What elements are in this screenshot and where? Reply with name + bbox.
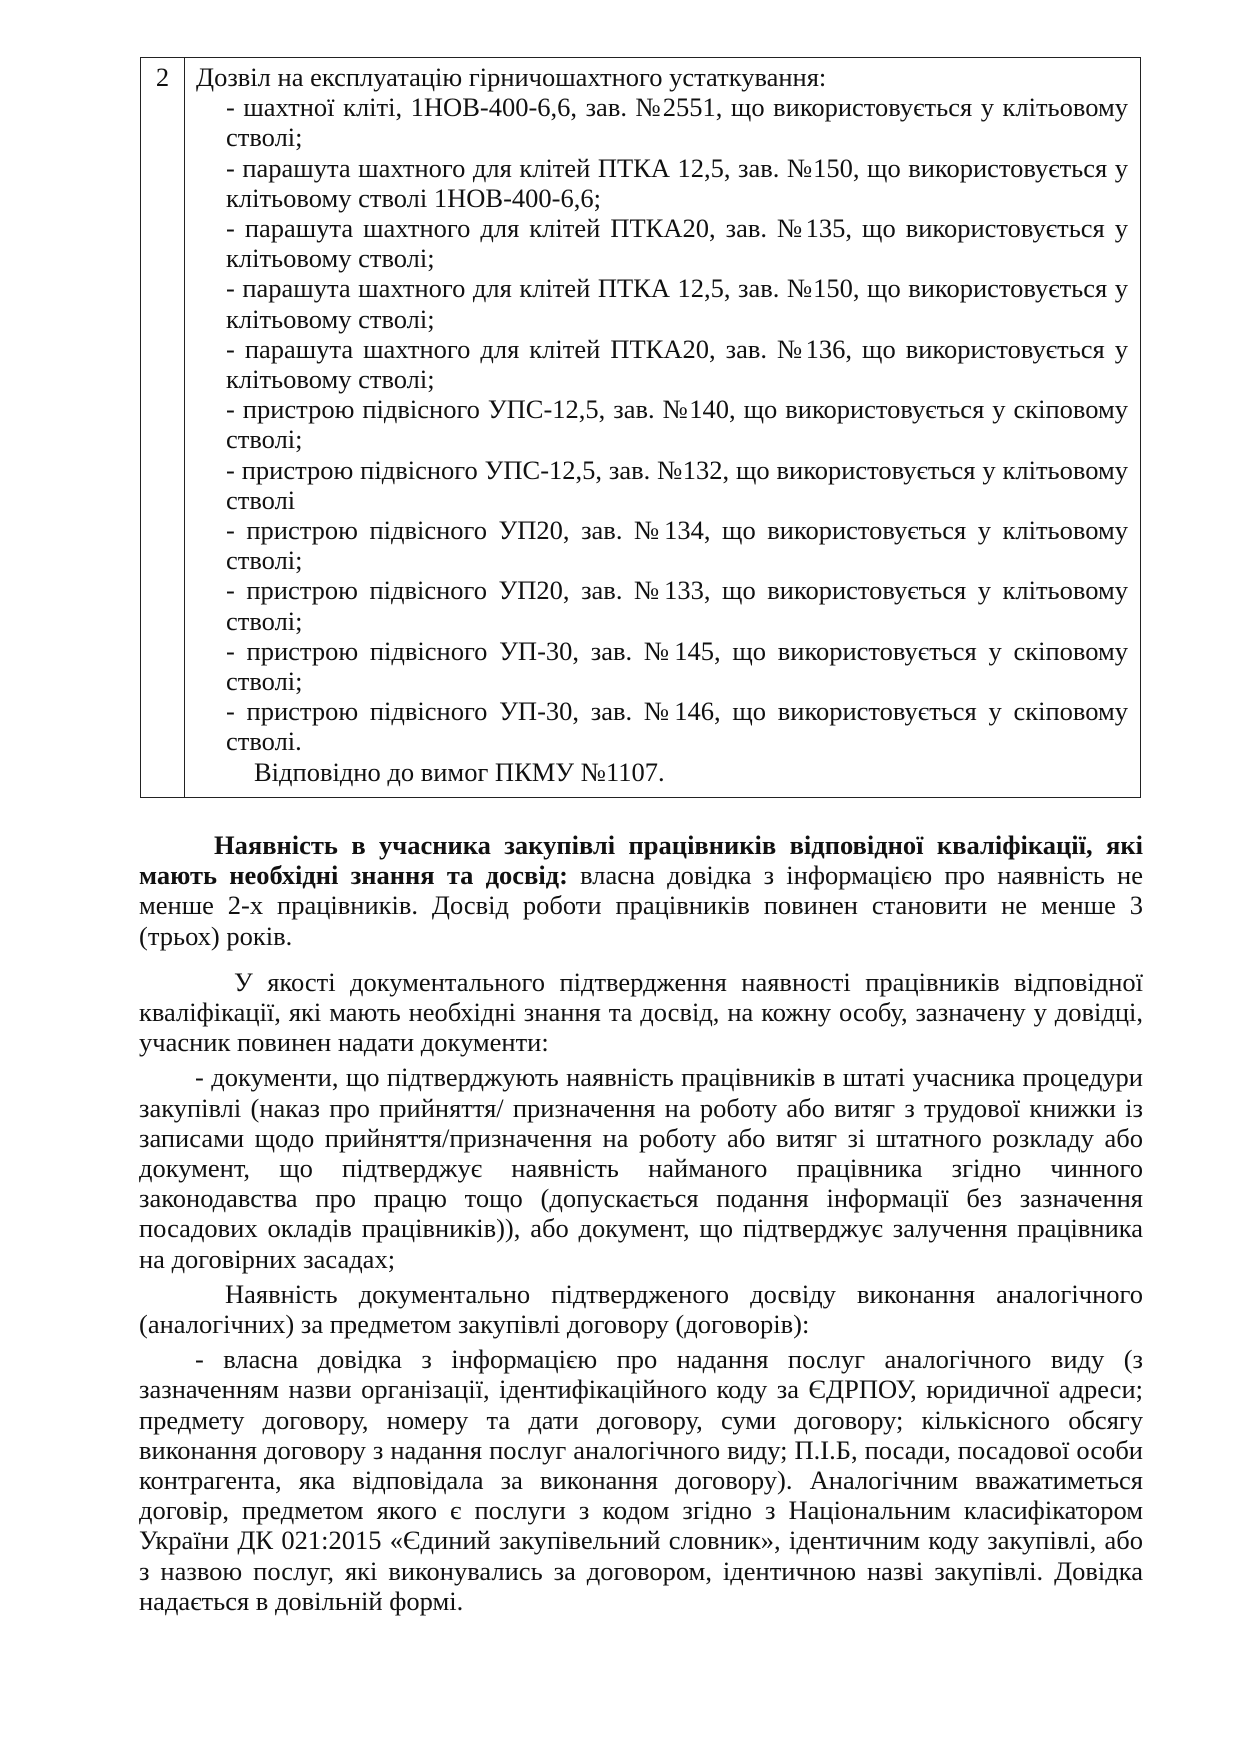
document-body bbox=[139, 830, 1143, 1616]
equipment-item: - парашута шахтного для клітей ПТКА20, зав. №135, що використовується у клітьовому стволі; bbox=[226, 213, 1128, 274]
requirements-table bbox=[140, 57, 1141, 798]
equipment-item: - пристрою підвісного УПС-12,5, зав. №132, що використовується у клітьовому стволі bbox=[226, 454, 1128, 515]
qualification-text: власна довідка з інформацією про наявність не менше 2-х працівників. Досвід роботи працівників повинен становити не менше 3 (трьох) років. bbox=[139, 860, 1143, 951]
equipment-item: - парашута шахтного для клітей ПТКА20, зав. №136, що використовується у клітьовому стволі; bbox=[226, 333, 1128, 395]
row-content-cell bbox=[185, 58, 1141, 798]
table-row bbox=[141, 58, 1141, 798]
equipment-item: - шахтної кліті, 1НОВ-400-6,6, зав. №2551, що використовується у клітьовому стволі; bbox=[226, 92, 1128, 153]
permit-title: Дозвіл на експлуатацію гірничошахтного устаткування: bbox=[196, 62, 827, 92]
equipment-item: - пристрою підвісного УПС-12,5, зав. №140, що використовується у скіповому стволі; bbox=[226, 394, 1128, 455]
equipment-item: - пристрою підвісного УП20, зав. №133, що використовується у клітьовому стволі; bbox=[226, 575, 1128, 636]
reference-list-item: - власна довідка з інформацією про надання послуг аналогічного виду (з зазначенням назви організації, ідентифікаційного коду за ЄДРПОУ, юридичної адреси; предмету договору, номеру та дати договору, суми договору; кількісного обсягу виконання договору з надання послуг аналогічного виду; П.І.Б, посади, посадової особи контрагента, яка відповідала за виконання договору). Аналогічним вважатиметься договір, предметом якого є послуги з кодом згідно з Національним класифікатором України ДК 021:2015 «Єдиний закупівельний словник», ідентичним коду закупівлі, або з назвою послуг, які виконувались за договором, ідентичною назві закупівлі. Довідка надається в довільній формі. bbox=[139, 1344, 1143, 1616]
equipment-item: - парашута шахтного для клітей ПТКА 12,5, зав. №150, що використовується у клітьовому стволі 1НОВ-400-6,6; bbox=[226, 152, 1128, 213]
qualification-heading: Наявність в учасника закупівлі працівників відповідної кваліфікації, які мають необхідні знання та досвід: bbox=[139, 830, 1143, 891]
qualification-paragraph bbox=[139, 830, 1143, 951]
row-number-cell: 2 bbox=[141, 58, 185, 798]
documentary-proof-paragraph: У якості документального підтвердження наявності працівників відповідної кваліфікації, які мають необхідні знання та досвід, на кожну особу, зазначену у довідці, учасник повинен надати документи: bbox=[139, 966, 1143, 1058]
equipment-item: - парашута шахтного для клітей ПТКА 12,5, зав. №150, що використовується у клітьовому стволі; bbox=[226, 273, 1128, 334]
equipment-item: - пристрою підвісного УП20, зав. №134, що використовується у клітьовому стволі; bbox=[226, 515, 1128, 576]
documents-list-item: - документи, що підтверджують наявність працівників в штаті учасника процедури закупівлі (наказ про прийняття/ призначення на роботу або витяг з трудової книжки із записами щодо прийняття/призначення на роботу або витяг зі штатного розкладу або документ, що підтверджує наявність найманого працівника згідно чинного законодавства про працю тощо (допускається подання інформації без зазначення посадових окладів працівників)), або документ, що підтверджує залучення працівника на договірних засадах; bbox=[139, 1062, 1143, 1274]
equipment-item: - пристрою підвісного УП-30, зав. №145, що використовується у скіповому стволі; bbox=[226, 635, 1128, 697]
legal-basis: Відповідно до вимог ПКМУ №1107. bbox=[254, 756, 665, 787]
equipment-item: - пристрою підвісного УП-30, зав. №146, що використовується у скіповому стволі. bbox=[226, 696, 1128, 757]
experience-paragraph: Наявність документально підтвердженого досвіду виконання аналогічного (аналогічних) за предметом закупівлі договору (договорів): bbox=[139, 1278, 1143, 1340]
